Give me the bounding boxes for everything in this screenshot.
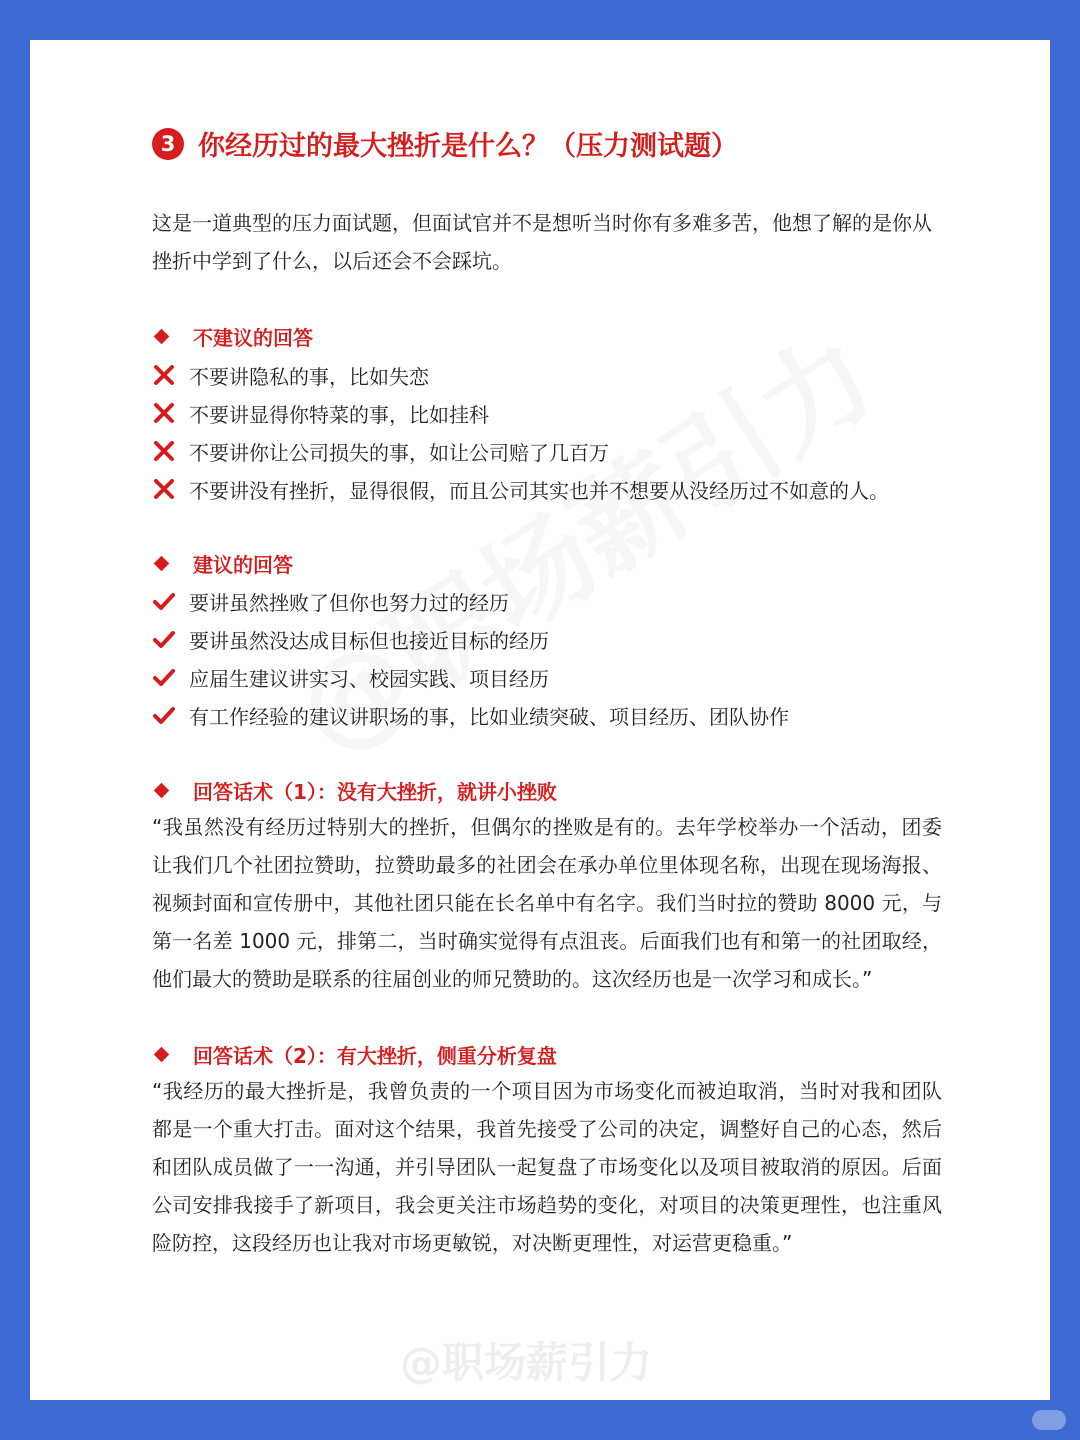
list-item-text: 应届生建议讲实习、校园实践、项目经历 <box>189 666 549 691</box>
recommended-list <box>152 582 952 734</box>
list-item <box>152 658 952 696</box>
number-badge: 3 <box>152 128 184 160</box>
section-heading-text: 回答话术（2）：有大挫折，侧重分析复盘 <box>193 1043 557 1068</box>
list-item-text: 有工作经验的建议讲职场的事，比如业绩突破、项目经历、团队协作 <box>189 704 789 729</box>
check-icon <box>152 705 176 725</box>
list-item <box>152 432 952 470</box>
section-heading-script-2 <box>152 1039 557 1069</box>
list-item <box>152 356 952 394</box>
diamond-bullet-icon <box>154 782 170 798</box>
diamond-bullet-icon <box>154 328 170 344</box>
article-card <box>30 40 1050 1400</box>
section-heading-script-1 <box>152 775 557 805</box>
section-heading-recommended <box>152 548 293 578</box>
list-item-text: 不要讲没有挫折，显得很假，而且公司其实也并不想要从没经历过不如意的人。 <box>189 478 889 503</box>
section-heading-not-recommended <box>152 321 313 351</box>
list-item <box>152 470 952 508</box>
section-heading-text: 不建议的回答 <box>193 325 313 350</box>
script-2-paragraph: “我经历的最大挫折是，我曾负责的一个项目因为市场变化而被迫取消，当时对我和团队都是一个重大打击。面对这个结果，我首先接受了公司的决定，调整好自己的心态，然后和团队成员做了一一沟通，并引导团队一起复盘了市场变化以及项目被取消的原因。后面公司安排我接手了新项目，我会更关注市场趋势的变化，对项目的决策更理性，也注重风险防控，这段经历也让我对市场更敏锐，对决断更理性，对运营更稳重。” <box>152 1079 942 1255</box>
list-item <box>152 394 952 432</box>
cross-icon <box>152 478 176 500</box>
bottom-watermark: @职场薪引力 <box>400 1338 653 1387</box>
list-item-text: 要讲虽然挫败了但你也努力过的经历 <box>189 590 509 615</box>
diamond-bullet-icon <box>154 1046 170 1062</box>
corner-badge <box>1032 1410 1066 1430</box>
section-heading-text: 建议的回答 <box>193 552 293 577</box>
section-heading-text: 回答话术（1）：没有大挫折，就讲小挫败 <box>193 779 557 804</box>
check-icon <box>152 667 176 687</box>
diamond-bullet-icon <box>154 555 170 571</box>
title-text: 你经历过的最大挫折是什么？（压力测试题） <box>198 131 738 162</box>
list-item-text: 不要讲显得你特菜的事，比如挂科 <box>189 402 489 427</box>
list-item <box>152 582 952 620</box>
list-item-text: 不要讲你让公司损失的事，如让公司赔了几百万 <box>189 440 609 465</box>
cross-icon <box>152 402 176 424</box>
intro-paragraph: 这是一道典型的压力面试题，但面试官并不是想听当时你有多难多苦，他想了解的是你从挫折中学到了什么，以后还会不会踩坑。 <box>152 211 932 273</box>
not-recommended-list <box>152 356 952 508</box>
list-item <box>152 620 952 658</box>
cross-icon <box>152 440 176 462</box>
list-item <box>152 696 952 734</box>
page-title <box>152 124 738 163</box>
list-item-text: 不要讲隐私的事，比如失恋 <box>189 364 429 389</box>
cross-icon <box>152 364 176 386</box>
script-1-paragraph: “我虽然没有经历过特别大的挫折，但偶尔的挫败是有的。去年学校举办一个活动，团委让我们几个社团拉赞助，拉赞助最多的社团会在承办单位里体现名称，出现在现场海报、视频封面和宣传册中，其他社团只能在长名单中有名字。我们当时拉的赞助 8000 元，与第一名差 1000 元，排第二，当时确实觉得有点沮丧。后面我们也有和第一的社团取经，他们最大的赞助是联系的往届创业的师兄赞助的。这次经历也是一次学习和成长。” <box>152 815 942 991</box>
check-icon <box>152 591 176 611</box>
list-item-text: 要讲虽然没达成目标但也接近目标的经历 <box>189 628 549 653</box>
check-icon <box>152 629 176 649</box>
